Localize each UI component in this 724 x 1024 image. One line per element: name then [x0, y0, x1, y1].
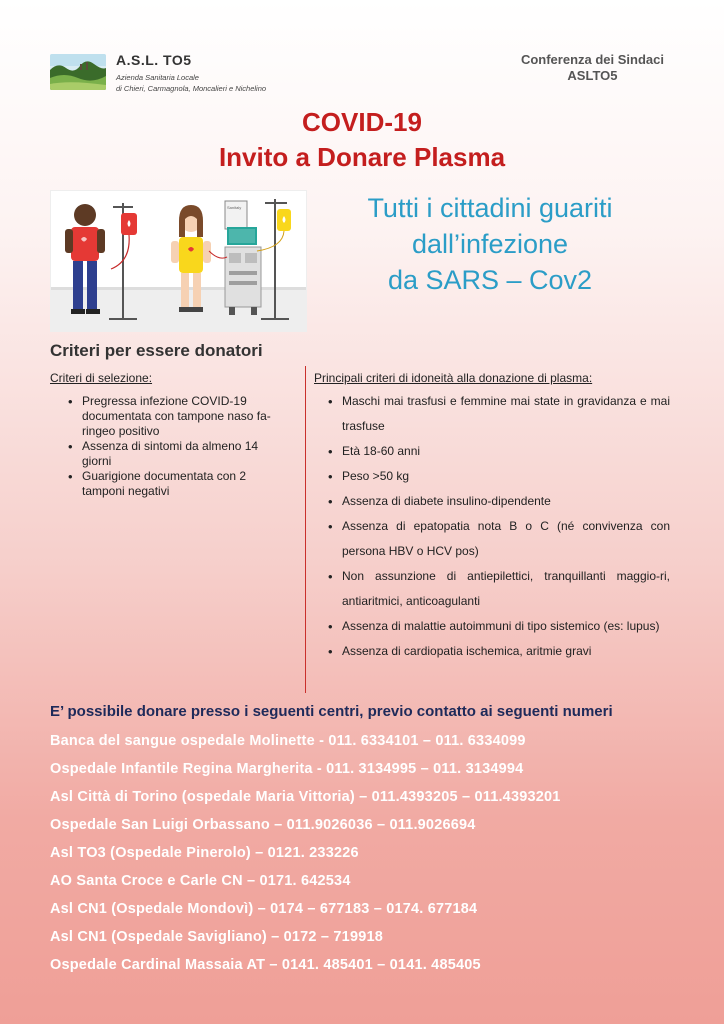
center-item: Ospedale Infantile Regina Margherita - 011. 3134995 – 011. 3134994	[50, 761, 524, 777]
center-item: Asl CN1 (Ospedale Mondovì) – 0174 – 677183 – 0174. 677184	[50, 901, 478, 917]
list-item: • Non assunzione di antiepilettici, tranquillanti maggio-ri, antiaritmici, anticoagulanti	[314, 564, 670, 614]
list-item: • Guarigione documentata con 2 tamponi negativi	[64, 469, 272, 499]
landscape-logo-icon	[50, 54, 106, 90]
asl-subtitle-line: di Chieri, Carmagnola, Moncalieri e Nichelino	[116, 84, 267, 93]
subtitle-line: da SARS – Cov2	[387, 265, 593, 295]
center-item: Asl TO3 (Ospedale Pinerolo) – 0121. 233226	[50, 845, 359, 861]
conference-label	[521, 52, 664, 84]
drip-label: Sanitaly	[227, 205, 242, 210]
asl-subtitle	[116, 72, 266, 94]
center-item: Ospedale Cardinal Massaia AT – 0141. 485401 – 0141. 485405	[50, 957, 481, 973]
subtitle	[330, 190, 650, 298]
center-item: Asl CN1 (Ospedale Savigliano) – 0172 – 719918	[50, 929, 383, 945]
list-item: • Assenza di malattie autoimmuni di tipo sistemico (es: lupus)	[314, 614, 670, 639]
main-title-line-2: Invito a Donare Plasma	[218, 142, 506, 172]
asl-title: A.S.L. TO5	[116, 52, 192, 68]
eligibility-criteria	[314, 371, 670, 664]
asl-logo	[50, 54, 106, 90]
list-item: • Maschi mai trasfusi e femmine mai state in gravidanza e mai trasfuse	[314, 389, 670, 439]
list-item: • Assenza di sintomi da almeno 14 giorni	[64, 439, 272, 469]
eligibility-heading: Principali criteri di idoneità alla donazione di plasma:	[314, 371, 593, 385]
conference-line: Conferenza dei Sindaci	[520, 52, 664, 67]
column-divider	[305, 366, 306, 693]
list-item: • Peso >50 kg	[314, 464, 670, 489]
conference-line: ASLTO5	[567, 68, 618, 83]
list-item: • Assenza di epatopatia nota B o C (né convivenza con persona HBV o HCV pos)	[314, 514, 670, 564]
subtitle-line: Tutti i cittadini guariti	[367, 193, 613, 223]
subtitle-line: dall’infezione	[411, 229, 569, 259]
center-item: AO Santa Croce e Carle CN – 0171. 642534	[50, 873, 351, 889]
center-item: Asl Città di Torino (ospedale Maria Vittoria) – 011.4393205 – 011.4393201	[50, 789, 561, 805]
donors-illustration-icon	[51, 191, 306, 331]
list-item: • Assenza di cardiopatia ischemica, aritmie gravi	[314, 639, 670, 664]
selection-list	[50, 394, 300, 499]
asl-subtitle-line: Azienda Sanitaria Locale	[116, 73, 199, 82]
criteria-heading: Criteri per essere donatori	[50, 341, 263, 360]
list-item: • Età 18-60 anni	[314, 439, 670, 464]
list-item: • Pregressa infezione COVID-19 documentata con tampone naso fa-ringeo positivo	[64, 394, 282, 439]
donation-illustration	[50, 190, 307, 332]
centers-heading: E’ possibile donare presso i seguenti centri, previo contatto ai seguenti numeri	[50, 703, 613, 720]
selection-criteria	[50, 371, 300, 499]
selection-heading: Criteri di selezione:	[50, 371, 153, 385]
center-item: Banca del sangue ospedale Molinette - 011. 6334101 – 011. 6334099	[50, 733, 526, 749]
eligibility-list	[314, 389, 670, 664]
main-title-line-1: COVID-19	[302, 107, 422, 137]
center-item: Ospedale San Luigi Orbassano – 011.9026036 – 011.9026694	[50, 817, 476, 833]
list-item: • Assenza di diabete insulino-dipendente	[314, 489, 670, 514]
